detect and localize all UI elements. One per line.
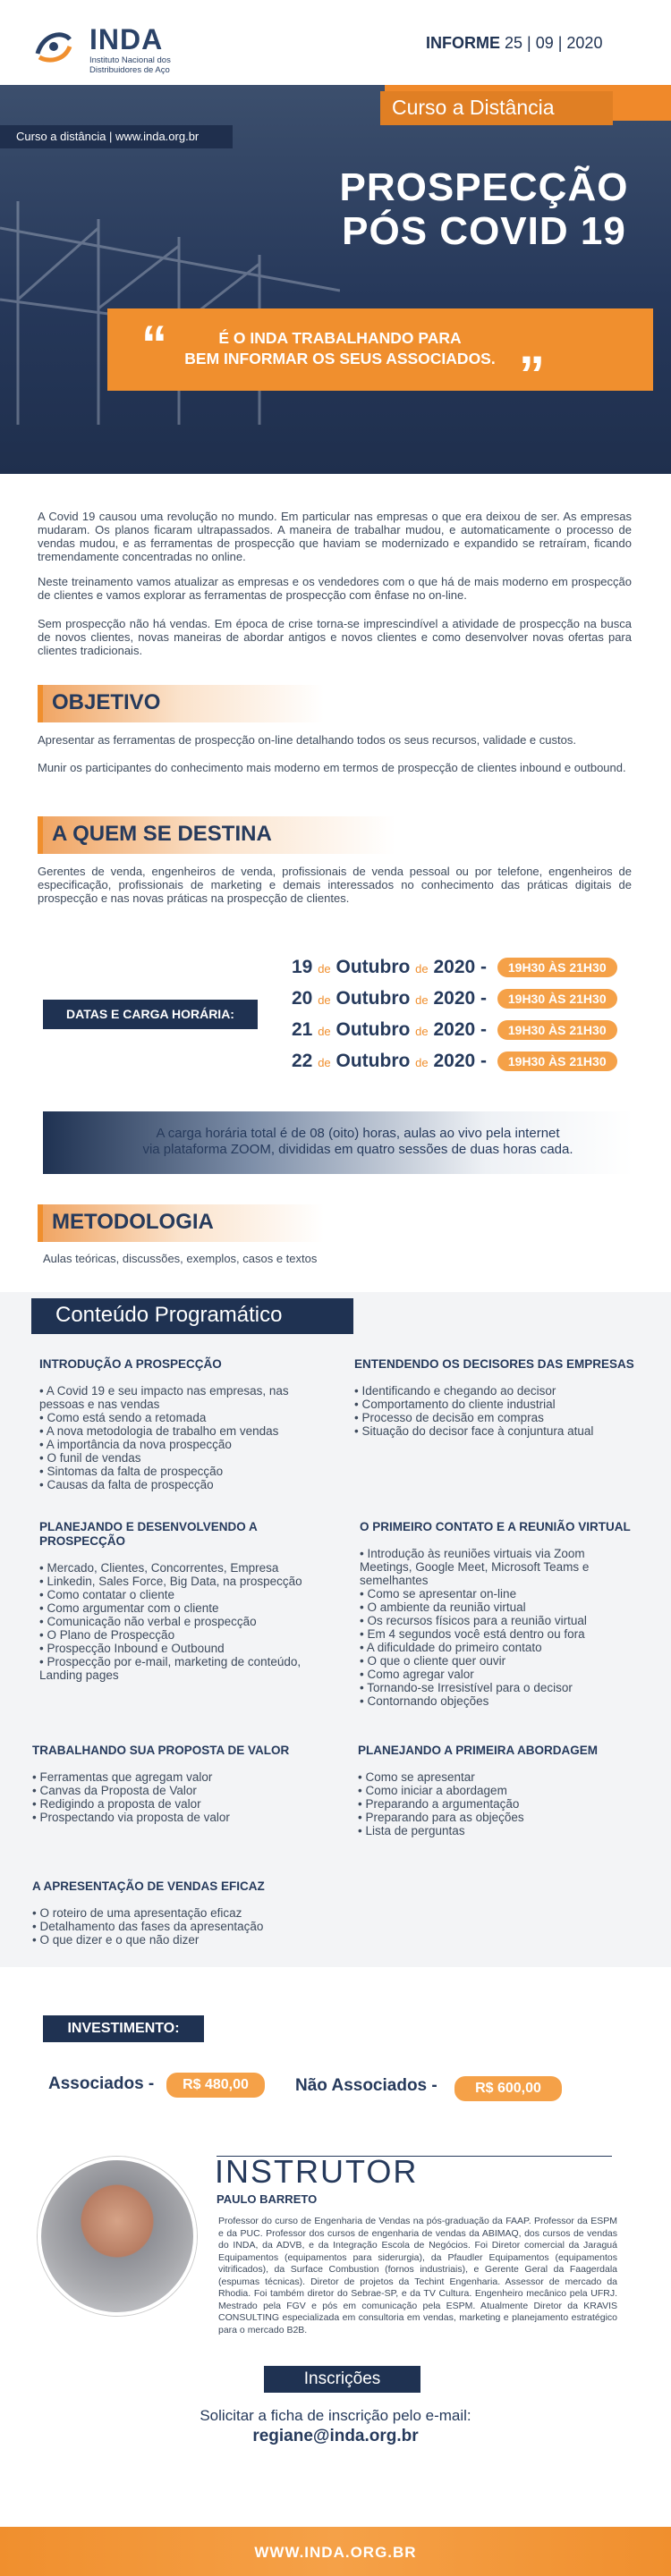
hero-banner <box>0 85 671 474</box>
list-item: • Redigindo a proposta de valor <box>32 1797 327 1811</box>
instructor-name: PAULO BARRETO <box>217 2192 318 2206</box>
list-item: • O Plano de Prospecção <box>39 1628 335 1642</box>
instructor-title: INSTRUTOR <box>215 2153 419 2190</box>
date-hours-pill: 19H30 ÀS 21H30 <box>497 1052 617 1071</box>
date-hours-pill: 19H30 ÀS 21H30 <box>497 1020 617 1040</box>
list-item: • Lista de perguntas <box>358 1824 653 1837</box>
objetivo-paragraph-1: Apresentar as ferramentas de prospecção on-line detalhando todos os seus recursos, validade e custos. <box>38 733 576 747</box>
date-month: Outubro <box>336 988 411 1009</box>
list-item: • Como contatar o cliente <box>39 1588 335 1601</box>
carga-line-2: via plataforma ZOOM, divididas em quatro sessões de duas horas cada. <box>142 1142 573 1157</box>
date-row <box>292 1019 617 1046</box>
inda-logo-icon <box>34 27 73 66</box>
block-list <box>32 1906 327 1947</box>
course-title-line-1: PROSPECÇÃO <box>339 165 629 209</box>
block-title: A APRESENTAÇÃO DE VENDAS EFICAZ <box>32 1879 265 1893</box>
date-de: de <box>318 962 331 976</box>
logo-subtitle-2: Distribuidores de Aço <box>89 65 170 75</box>
date-row <box>292 1051 617 1077</box>
date-de: de <box>415 1025 429 1038</box>
inscricoes-text: Solicitar a ficha de inscrição pelo e-mail: <box>200 2407 471 2424</box>
block-list <box>358 1770 653 1837</box>
date-year: 2020 - <box>433 957 488 977</box>
list-item: • O ambiente da reunião virtual <box>360 1600 637 1614</box>
list-item: • A dificuldade do primeiro contato <box>360 1641 637 1654</box>
list-item: • A importância da nova prospecção <box>39 1438 335 1451</box>
instructor-photo <box>38 2157 197 2316</box>
datas-label: DATAS E CARGA HORÁRIA: <box>43 1000 258 1029</box>
list-item: • Comportamento do cliente industrial <box>354 1398 650 1411</box>
date-month: Outubro <box>336 1051 411 1071</box>
list-item: • Contornando objeções <box>360 1694 637 1708</box>
list-item: • Linkedin, Sales Force, Big Data, na prospecção <box>39 1575 335 1588</box>
list-item: • Prospecção Inbound e Outbound <box>39 1642 335 1655</box>
list-item: • Prospecção por e-mail, marketing de conteúdo, Landing pages <box>39 1655 335 1682</box>
slogan-line-2: BEM INFORMAR OS SEUS ASSOCIADOS. <box>184 350 496 367</box>
list-item: • Como se apresentar <box>358 1770 653 1784</box>
content-block <box>354 1357 658 1438</box>
date-de: de <box>318 1025 331 1038</box>
associados-price: R$ 480,00 <box>166 2073 265 2098</box>
date-de: de <box>318 993 331 1007</box>
logo-subtitle-1: Instituto Nacional dos <box>89 55 171 65</box>
block-list <box>39 1561 335 1682</box>
date-hours-pill: 19H30 ÀS 21H30 <box>497 989 617 1009</box>
block-title: INTRODUÇÃO A PROSPECÇÃO <box>39 1357 222 1371</box>
content-block <box>39 1520 335 1682</box>
list-item: • Detalhamento das fases da apresentação <box>32 1920 327 1933</box>
slogan-line-1: É O INDA TRABALHANDO PARA <box>218 329 462 347</box>
list-item: • O funil de vendas <box>39 1451 335 1465</box>
list-item: • A Covid 19 e seu impacto nas empresas, nas pessoas e nas vendas <box>39 1384 335 1411</box>
list-item: • O que dizer e o que não dizer <box>32 1933 327 1947</box>
block-title: O PRIMEIRO CONTATO E A REUNIÃO VIRTUAL <box>360 1520 631 1533</box>
conteudo-title: Conteúdo Programático <box>55 1303 283 1327</box>
block-list <box>39 1384 335 1491</box>
intro-paragraph-2: Neste treinamento vamos atualizar as empresas e os vendedores com o que há de mais moderno em prospecção de clientes e vamos explorar as ferramentas de prospecção com ênfase no on-line. <box>38 575 632 602</box>
list-item: • Mercado, Clientes, Concorrentes, Empresa <box>39 1561 335 1575</box>
course-type: Curso a Distância <box>392 96 555 119</box>
date-de: de <box>415 962 429 976</box>
hero-url[interactable]: Curso a distância | www.inda.org.br <box>16 130 200 143</box>
date-day: 19 <box>292 957 313 977</box>
date-year: 2020 - <box>433 1019 488 1040</box>
list-item: • Identificando e chegando ao decisor <box>354 1384 650 1398</box>
list-item: • Como se apresentar on-line <box>360 1587 637 1600</box>
list-item: • Como agregar valor <box>360 1668 637 1681</box>
content-block <box>360 1520 664 1708</box>
list-item: • Tornando-se Irresistível para o decisor <box>360 1681 637 1694</box>
open-quote-icon: “ <box>141 316 167 374</box>
list-item: • O roteiro de uma apresentação eficaz <box>32 1906 327 1920</box>
objetivo-paragraph-2: Munir os participantes do conhecimento mais moderno em termos de prospecção de clientes inbound e outbound. <box>38 761 626 774</box>
list-item: • Como está sendo a retomada <box>39 1411 335 1424</box>
close-quote-icon: ” <box>519 346 545 404</box>
block-title: PLANEJANDO E DESENVOLVENDO A PROSPECÇÃO <box>39 1520 258 1548</box>
content-block <box>39 1357 335 1491</box>
investimento-label: INVESTIMENTO: <box>43 2015 204 2042</box>
block-title: PLANEJANDO A PRIMEIRA ABORDAGEM <box>358 1744 599 1757</box>
block-list <box>360 1547 637 1708</box>
list-item: • Preparando para as objeções <box>358 1811 653 1824</box>
course-title-line-2: PÓS COVID 19 <box>342 209 626 253</box>
date-row <box>292 957 617 984</box>
logo-name: INDA <box>89 23 164 55</box>
block-title: TRABALHANDO SUA PROPOSTA DE VALOR <box>32 1744 290 1757</box>
block-title: ENTENDENDO OS DECISORES DAS EMPRESAS <box>354 1357 634 1371</box>
nao-associados-label: Não Associados - <box>295 2076 437 2095</box>
inscricoes-button[interactable]: Inscrições <box>264 2366 420 2393</box>
list-item: • Introdução às reuniões virtuais via Zoom Meetings, Google Meet, Microsoft Teams e semelhantes <box>360 1547 637 1587</box>
date-day: 22 <box>292 1051 313 1071</box>
list-item: • Em 4 segundos você está dentro ou fora <box>360 1627 637 1641</box>
date-year: 2020 - <box>433 1051 488 1071</box>
list-item: • Causas da falta de prospecção <box>39 1478 335 1491</box>
block-list <box>354 1384 650 1438</box>
list-item: • Canvas da Proposta de Valor <box>32 1784 327 1797</box>
date-de: de <box>415 1056 429 1069</box>
footer-url-link[interactable]: WWW.INDA.ORG.BR <box>254 2544 417 2561</box>
block-list <box>32 1770 327 1824</box>
date-month: Outubro <box>336 1019 411 1040</box>
list-item: • Processo de decisão em compras <box>354 1411 650 1424</box>
list-item: • Situação do decisor face à conjuntura atual <box>354 1424 650 1438</box>
publico-text: Gerentes de venda, engenheiros de venda, profissionais de venda pessoal ou por telefone, engenheiros de especificação, profissionais de marketing e demais interessados no conhecimento das práticas digitais de prospecção e nas novas práticas na prospecção de clientes. <box>38 865 632 905</box>
informe-date: 25 | 09 | 2020 <box>505 34 603 52</box>
publico-title: A QUEM SE DESTINA <box>52 822 272 846</box>
intro-paragraph-3: Sem prospecção não há vendas. Em época de crise torna-se imprescindível a atividade de prospecção na busca de novos clientes, novas maneiras de abordar antigos e novos clientes e como desenvolver novas ofertas para clientes tradicionais. <box>38 617 632 657</box>
date-row <box>292 988 617 1015</box>
list-item: • Como iniciar a abordagem <box>358 1784 653 1797</box>
date-de: de <box>415 993 429 1007</box>
list-item: • A nova metodologia de trabalho em vendas <box>39 1424 335 1438</box>
list-item: • O que o cliente quer ouvir <box>360 1654 637 1668</box>
content-block <box>358 1744 662 1837</box>
metodologia-text: Aulas teóricas, discussões, exemplos, casos e textos <box>43 1252 318 1265</box>
list-item: • Como argumentar com o cliente <box>39 1601 335 1615</box>
content-block <box>32 1879 336 1947</box>
list-item: • Prospectando via proposta de valor <box>32 1811 327 1824</box>
informe-heading <box>426 34 602 53</box>
carga-line-1: A carga horária total é de 08 (oito) horas, aulas ao vivo pela internet <box>156 1126 560 1141</box>
list-item: • Os recursos físicos para a reunião virtual <box>360 1614 637 1627</box>
associados-label: Associados - <box>48 2074 155 2093</box>
date-day: 20 <box>292 988 313 1009</box>
date-month: Outubro <box>336 957 411 977</box>
instructor-bio: Professor do curso de Engenharia de Vendas na pós-graduação da FAAP. Professor da ESPM e da PUC. Professor dos cursos de engenharia de vendas da ABIMAQ, dos cursos de vendas do INDA, da ADVB, e da Integração Escola de Negócios. Foi Diretor comercial da Jaraguá Equipamentos (equipamentos para siderurgia), da Pfaudler Equipamentos (equipamentos vitrificados), da Surface Combustion (fornos industriais), e Gerente Geral da Faagerdala (espumas técnicas). Diretor de projetos da Techint Engenharia. Assessor de mercado da Rhodia. Foi também diretor do Sebrae-SP, e da TV Cultura. Engenheiro mecânico pela UFRJ. Mestrado pela FGV e pós em comunicação pela ESPM. Atualmente Diretor da KRAVIS CONSULTING especializada em consultoria em vendas, marketing e planejamento estratégico para o mercado B2B. <box>218 2216 617 2335</box>
date-year: 2020 - <box>433 988 488 1009</box>
objetivo-title: OBJETIVO <box>52 690 161 714</box>
intro-paragraph-1: A Covid 19 causou uma revolução no mundo. Em particular nas empresas o que era deixou de ser. As empresas mudaram. Os planos ficaram ultrapassados. A maneira de trabalhar mudou, e automaticamente o processo de vendas mudou, e as ferramentas de prospecção que haviam se modernizado e expandido se retraíram, ficando tremendamente concentradas no online. <box>38 510 632 563</box>
date-de: de <box>318 1056 331 1069</box>
date-day: 21 <box>292 1019 313 1040</box>
list-item: • Ferramentas que agregam valor <box>32 1770 327 1784</box>
list-item: • Sintomas da falta de prospecção <box>39 1465 335 1478</box>
list-item: • Comunicação não verbal e prospecção <box>39 1615 335 1628</box>
list-item: • Preparando a argumentação <box>358 1797 653 1811</box>
inscricoes-email-link[interactable]: regiane@inda.org.br <box>252 2427 419 2445</box>
informe-label: INFORME <box>426 34 500 52</box>
metodologia-title: METODOLOGIA <box>52 1210 214 1234</box>
nao-associados-price: R$ 600,00 <box>454 2076 562 2101</box>
date-hours-pill: 19H30 ÀS 21H30 <box>497 958 617 977</box>
content-block <box>32 1744 336 1824</box>
